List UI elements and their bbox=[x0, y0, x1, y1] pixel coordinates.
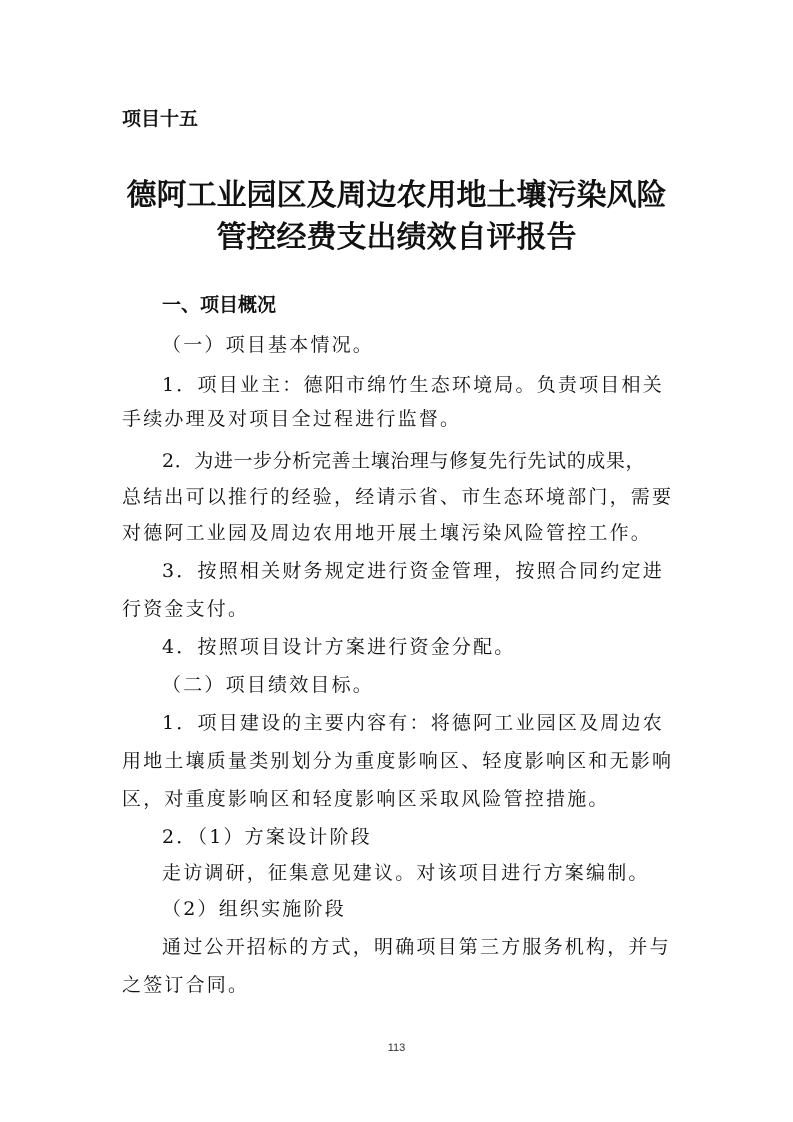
paragraph-line: 走访调研，征集意见建议。对该项目进行方案编制。 bbox=[162, 862, 650, 884]
report-title-line-2: 管控经费支出绩效自评报告 bbox=[216, 220, 577, 255]
paragraph-line: 用地土壤质量类别划分为重度影响区、轻度影响区和无影响 bbox=[122, 750, 674, 772]
paragraph-line: 4．按照项目设计方案进行资金分配。 bbox=[162, 636, 516, 658]
paragraph-line: 区，对重度影响区和轻度影响区采取风险管控措施。 bbox=[122, 788, 610, 810]
paragraph-line: 通过公开招标的方式，明确项目第三方服务机构，并与 bbox=[162, 936, 671, 958]
page-number: 113 bbox=[387, 1042, 406, 1054]
paragraph-line: 2．（1）方案设计阶段 bbox=[162, 826, 372, 848]
paragraph-line: 1．项目业主：德阳市绵竹生态环境局。负责项目相关 bbox=[162, 374, 664, 396]
project-label: 项目十五 bbox=[122, 108, 199, 130]
paragraph-line: 1．项目建设的主要内容有：将德阿工业园区及周边农 bbox=[162, 712, 664, 734]
paragraph-line: 2．为进一步分析完善土壤治理与修复先行先试的成果， bbox=[162, 450, 646, 472]
paragraph-line: 总结出可以推行的经验，经请示省、市生态环境部门，需要 bbox=[122, 486, 674, 508]
paragraph-line: 对德阿工业园及周边农用地开展土壤污染风险管控工作。 bbox=[122, 522, 653, 544]
subsection-heading-performance-goals: （二）项目绩效目标。 bbox=[162, 674, 375, 696]
paragraph-line: 手续办理及对项目全过程进行监督。 bbox=[122, 408, 462, 430]
paragraph-line: 之签订合同。 bbox=[122, 974, 250, 996]
subsection-heading-basic-info: （一）项目基本情况。 bbox=[162, 334, 375, 356]
report-title-line-1: 德阿工业园区及周边农用地土壤污染风险 bbox=[126, 178, 667, 213]
section-heading-overview: 一、项目概况 bbox=[162, 294, 277, 316]
paragraph-line: （2）组织实施阶段 bbox=[162, 898, 346, 920]
paragraph-line: 3．按照相关财务规定进行资金管理，按照合同约定进 bbox=[162, 560, 664, 582]
paragraph-line: 行资金支付。 bbox=[122, 598, 250, 620]
